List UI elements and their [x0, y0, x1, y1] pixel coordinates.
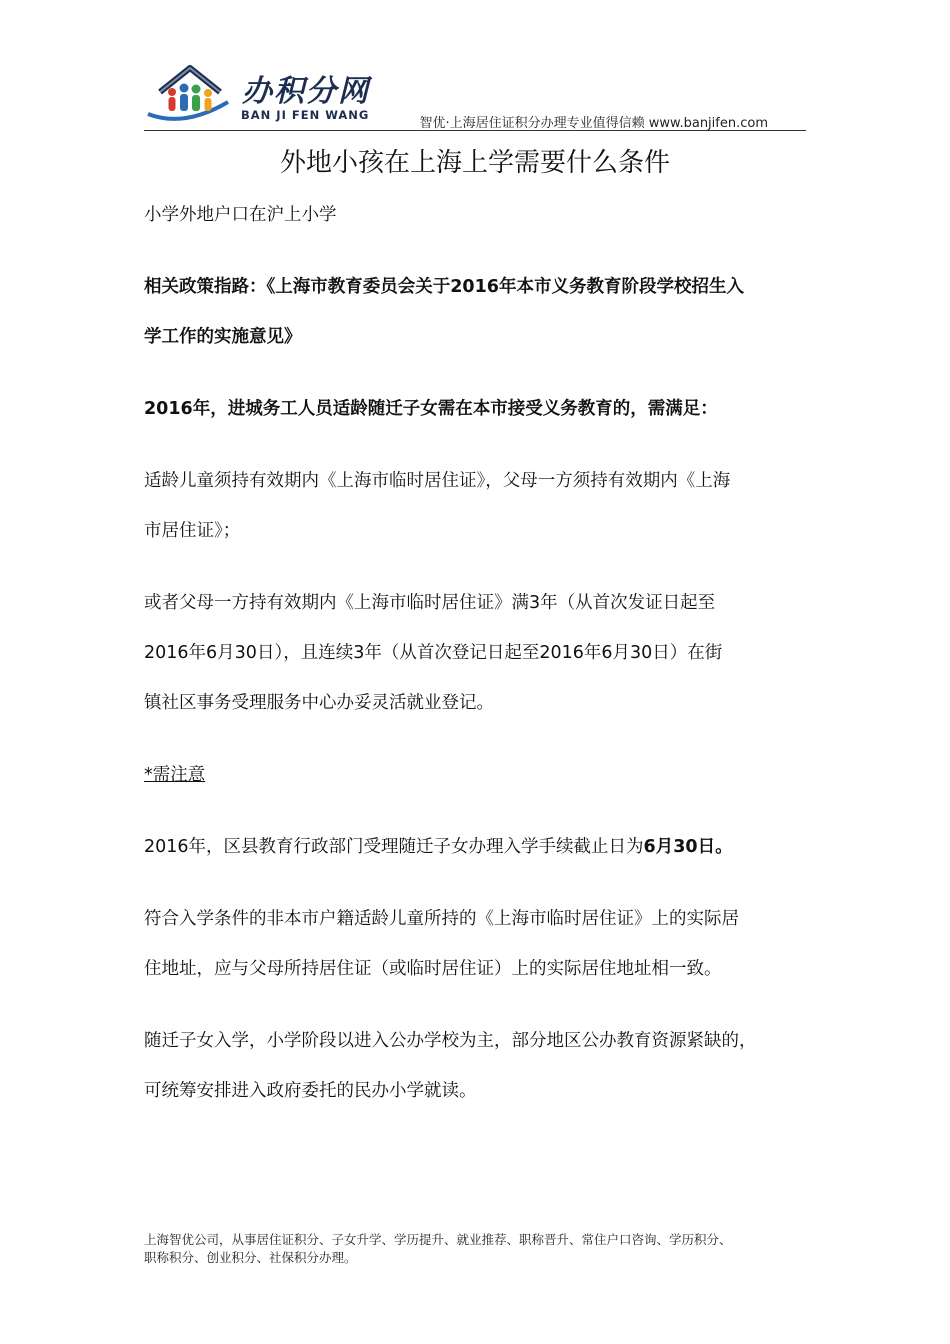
note-2-line-2: 住地址，应与父母所持居住证（或临时居住证）上的实际居住地址相一致。 [144, 959, 722, 979]
footer-line-2: 职称积分、创业积分、社保积分办理。 [144, 1250, 357, 1265]
note-3-line-1: 随迁子女入学，小学阶段以进入公办学校为主，部分地区公办教育资源紧缺的， [144, 1031, 757, 1051]
condition-1-line-2: 市居住证》； [144, 521, 241, 541]
note-1 [144, 822, 808, 872]
condition-2-line-3: 镇社区事务受理服务中心办妥灵活就业登记。 [144, 693, 494, 713]
document-body [144, 190, 808, 1116]
note-1-text: 2016年，区县教育行政部门受理随迁子女办理入学手续截止日为 [144, 837, 644, 857]
note-2-line-1: 符合入学条件的非本市户籍适龄儿童所持的《上海市临时居住证》上的实际居 [144, 909, 739, 929]
note-heading: *需注意 [144, 765, 206, 785]
policy-line-2: 学工作的实施意见》 [144, 327, 302, 347]
brand-name-english: BAN JI FEN WANG [241, 108, 370, 122]
policy-line-1: 相关政策指路：《上海市教育委员会关于2016年本市义务教育阶段学校招生入 [144, 277, 744, 297]
footer-line-1: 上海智优公司，从事居住证积分、子女升学、学历提升、就业推荐、职称晋升、常住户口咨询、学历积分、 [144, 1232, 732, 1247]
document-title: 外地小孩在上海上学需要什么条件 [279, 148, 670, 178]
page-footer [144, 1231, 824, 1267]
note-3-line-2: 可统筹安排进入政府委托的民办小学就读。 [144, 1081, 477, 1101]
header-slogan: 智优·上海居住证积分办理专业值得信赖 www.banjifen.com [419, 116, 768, 131]
note-1-deadline: 6月30日。 [643, 837, 733, 857]
page-header [144, 62, 806, 134]
subtitle: 小学外地户口在沪上小学 [144, 205, 337, 225]
requirement-intro: 2016年，进城务工人员适龄随迁子女需在本市接受义务教育的，需满足： [144, 399, 718, 419]
house-people-logo-icon [144, 62, 236, 126]
condition-1-line-1: 适龄儿童须持有效期内《上海市临时居住证》，父母一方须持有效期内《上海 [144, 471, 731, 491]
brand-name-chinese: 办积分网 [242, 74, 370, 109]
condition-2-line-1: 或者父母一方持有效期内《上海市临时居住证》满3年（从首次发证日起至 [144, 593, 716, 613]
condition-2-line-2: 2016年6月30日），且连续3年（从首次登记日起至2016年6月30日）在街 [144, 643, 723, 663]
header-divider [144, 130, 806, 131]
